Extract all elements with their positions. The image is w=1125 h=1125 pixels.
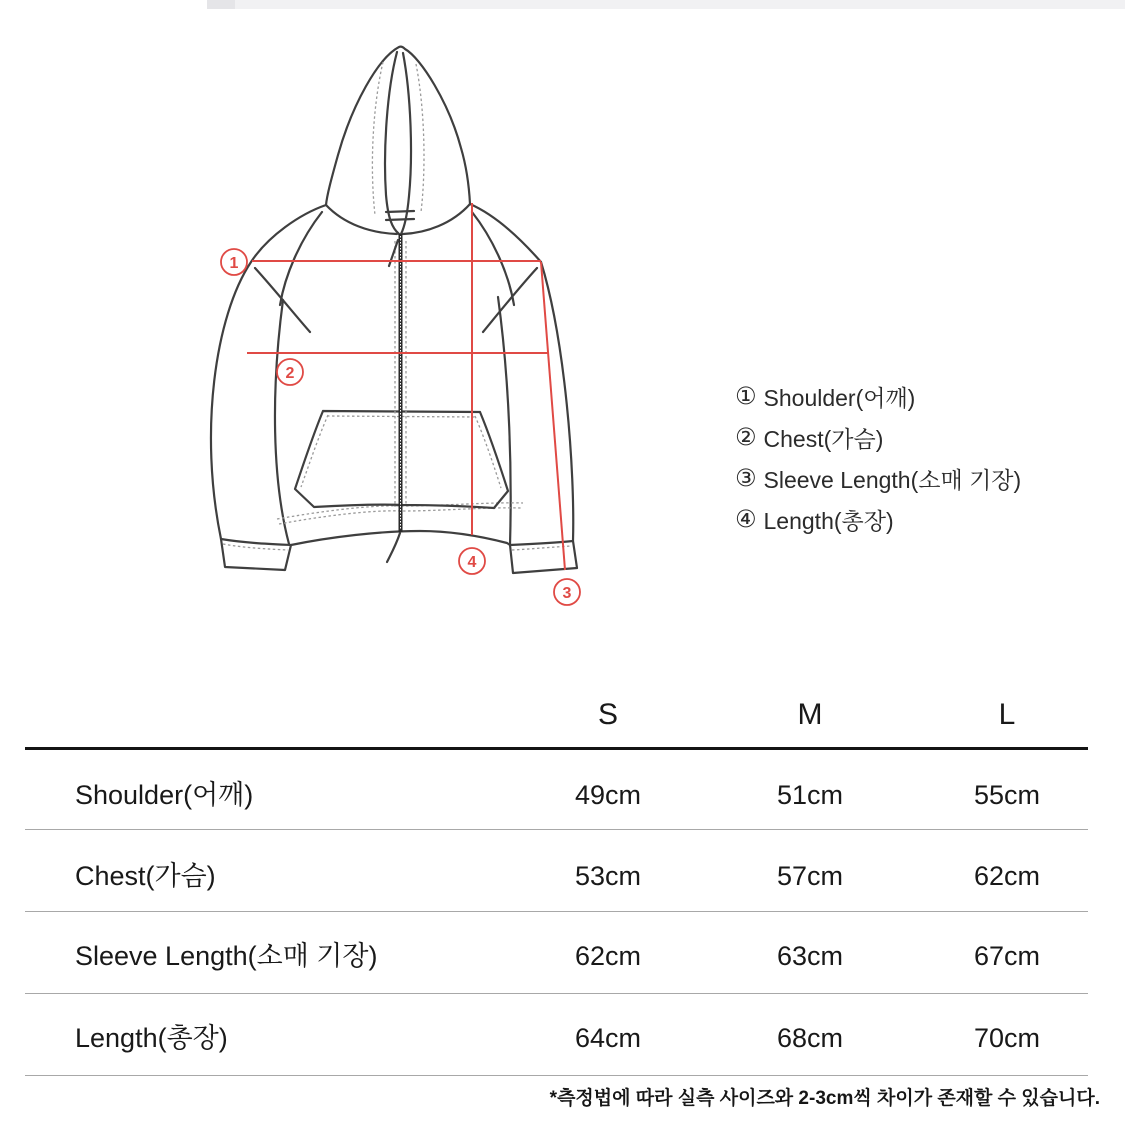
- measurement-disclaimer: *측정법에 따라 실측 사이즈와 2-3cm씩 차이가 존재할 수 있습니다.: [549, 1088, 1100, 1109]
- table-row-rule: [25, 911, 1088, 912]
- value-shoulder-s: 49cm: [574, 780, 642, 810]
- measurement-legend: [735, 382, 1021, 546]
- measure-marker-length: [459, 548, 485, 574]
- value-shoulder-m: 51cm: [776, 780, 844, 810]
- size-column-m: M: [797, 698, 823, 731]
- value-length-s: 64cm: [574, 1023, 642, 1053]
- legend-item-shoulder: [735, 382, 1021, 410]
- table-header-rule: [25, 747, 1088, 750]
- legend-label: Shoulder(어깨): [763, 384, 916, 411]
- zipper-cord-bottom: [387, 533, 400, 562]
- circled-4-icon: ④: [735, 505, 757, 533]
- measure-marker-sleeve: [554, 579, 580, 605]
- size-column-l: L: [998, 698, 1016, 731]
- value-shoulder-l: 55cm: [973, 780, 1041, 810]
- marker-number: 3: [562, 585, 572, 602]
- hoodie-diagram: [150, 30, 620, 630]
- value-length-l: 70cm: [973, 1023, 1041, 1053]
- value-length-m: 68cm: [776, 1023, 844, 1053]
- value-chest-m: 57cm: [776, 861, 844, 891]
- legend-item-length: [735, 505, 1021, 533]
- legend-item-sleeve-length: [735, 464, 1021, 492]
- value-chest-l: 62cm: [973, 861, 1041, 891]
- marker-number: 4: [467, 554, 477, 571]
- row-label-length: Length(총장): [75, 1023, 228, 1053]
- legend-label: Length(총장): [763, 507, 894, 534]
- top-divider-strip: [207, 0, 1125, 9]
- row-label-chest: Chest(가슴): [75, 861, 216, 891]
- marker-number: 1: [229, 255, 239, 272]
- table-row-rule: [25, 993, 1088, 994]
- value-sleeve-l: 67cm: [973, 941, 1041, 971]
- circled-1-icon: ①: [735, 382, 757, 410]
- value-chest-s: 53cm: [574, 861, 642, 891]
- marker-number: 2: [285, 365, 295, 382]
- value-sleeve-m: 63cm: [776, 941, 844, 971]
- measure-marker-chest: [277, 359, 303, 385]
- table-bottom-rule: [25, 1075, 1088, 1076]
- top-divider-strip-cap: [207, 0, 235, 9]
- circled-3-icon: ③: [735, 464, 757, 492]
- row-label-sleeve-length: Sleeve Length(소매 기장): [75, 941, 378, 971]
- legend-label: Chest(가슴): [763, 425, 884, 452]
- hoodie-silhouette: [211, 47, 577, 573]
- legend-label: Sleeve Length(소매 기장): [763, 466, 1022, 493]
- legend-item-chest: [735, 423, 1021, 451]
- value-sleeve-s: 62cm: [574, 941, 642, 971]
- size-column-s: S: [597, 698, 619, 731]
- measure-marker-shoulder: [221, 249, 247, 275]
- row-label-shoulder: Shoulder(어깨): [75, 780, 254, 810]
- circled-2-icon: ②: [735, 423, 757, 451]
- table-row-rule: [25, 829, 1088, 830]
